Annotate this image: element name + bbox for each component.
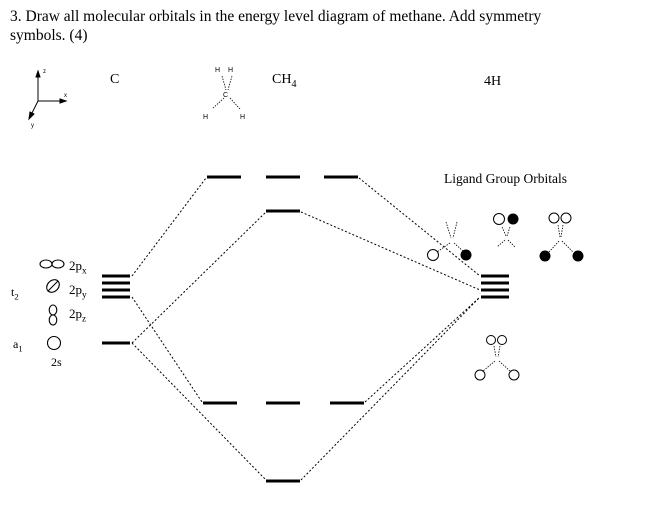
orbital-label-2s: 2s (51, 355, 62, 369)
orbital-2s-shape-icon (48, 337, 61, 350)
lgo-sketch-3 (540, 213, 584, 262)
axes-icon (29, 71, 66, 119)
t2-main: t (11, 285, 15, 299)
hydrogen-lgo-levels (481, 276, 509, 297)
methane-atom-h3: H (203, 114, 209, 121)
methane-label-sub: 4 (291, 78, 297, 90)
lgo-sketch-2 (494, 214, 519, 248)
orbital-2px-main: 2p (69, 258, 82, 273)
lgo-sketch-4 (475, 336, 519, 381)
t2-sub: 2 (14, 291, 19, 302)
axis-y-label: y (31, 123, 34, 129)
orbital-2py-sub: y (82, 290, 87, 301)
a1-sub: 1 (18, 343, 23, 354)
correlation-lines (132, 178, 480, 480)
methane-atom-c: C (223, 92, 229, 99)
axis-x-label: x (64, 93, 67, 99)
methane-label-main: CH (272, 72, 292, 87)
ligand-group-orbitals-label: Ligand Group Orbitals (444, 171, 567, 186)
orbital-2px-sub: x (82, 266, 87, 277)
methane-mo-levels (203, 177, 364, 481)
axis-z-label: z (43, 69, 46, 75)
hydrogen-column-label: 4H (484, 74, 502, 89)
carbon-energy-levels (102, 276, 130, 343)
question-line-1: 3. Draw all molecular orbitals in the energy level diagram of methane. Add symmetry (10, 8, 542, 25)
methane-atom-h2: H (228, 67, 234, 74)
a1-main: a (13, 337, 19, 351)
orbital-2py-main: 2p (69, 282, 82, 297)
orbital-2py-shape-icon (44, 277, 62, 295)
lgo-sketch-1 (428, 222, 472, 261)
methane-atom-h4: H (240, 114, 246, 121)
carbon-column-label: C (110, 72, 120, 87)
orbital-2px-shape-icon (40, 260, 64, 268)
orbital-2pz-shape-icon (49, 305, 57, 325)
methane-atom-h1: H (215, 67, 221, 74)
orbital-2pz-main: 2p (69, 306, 82, 321)
question-line-2: symbols. (4) (10, 27, 88, 44)
orbital-2pz-sub: z (82, 314, 87, 325)
